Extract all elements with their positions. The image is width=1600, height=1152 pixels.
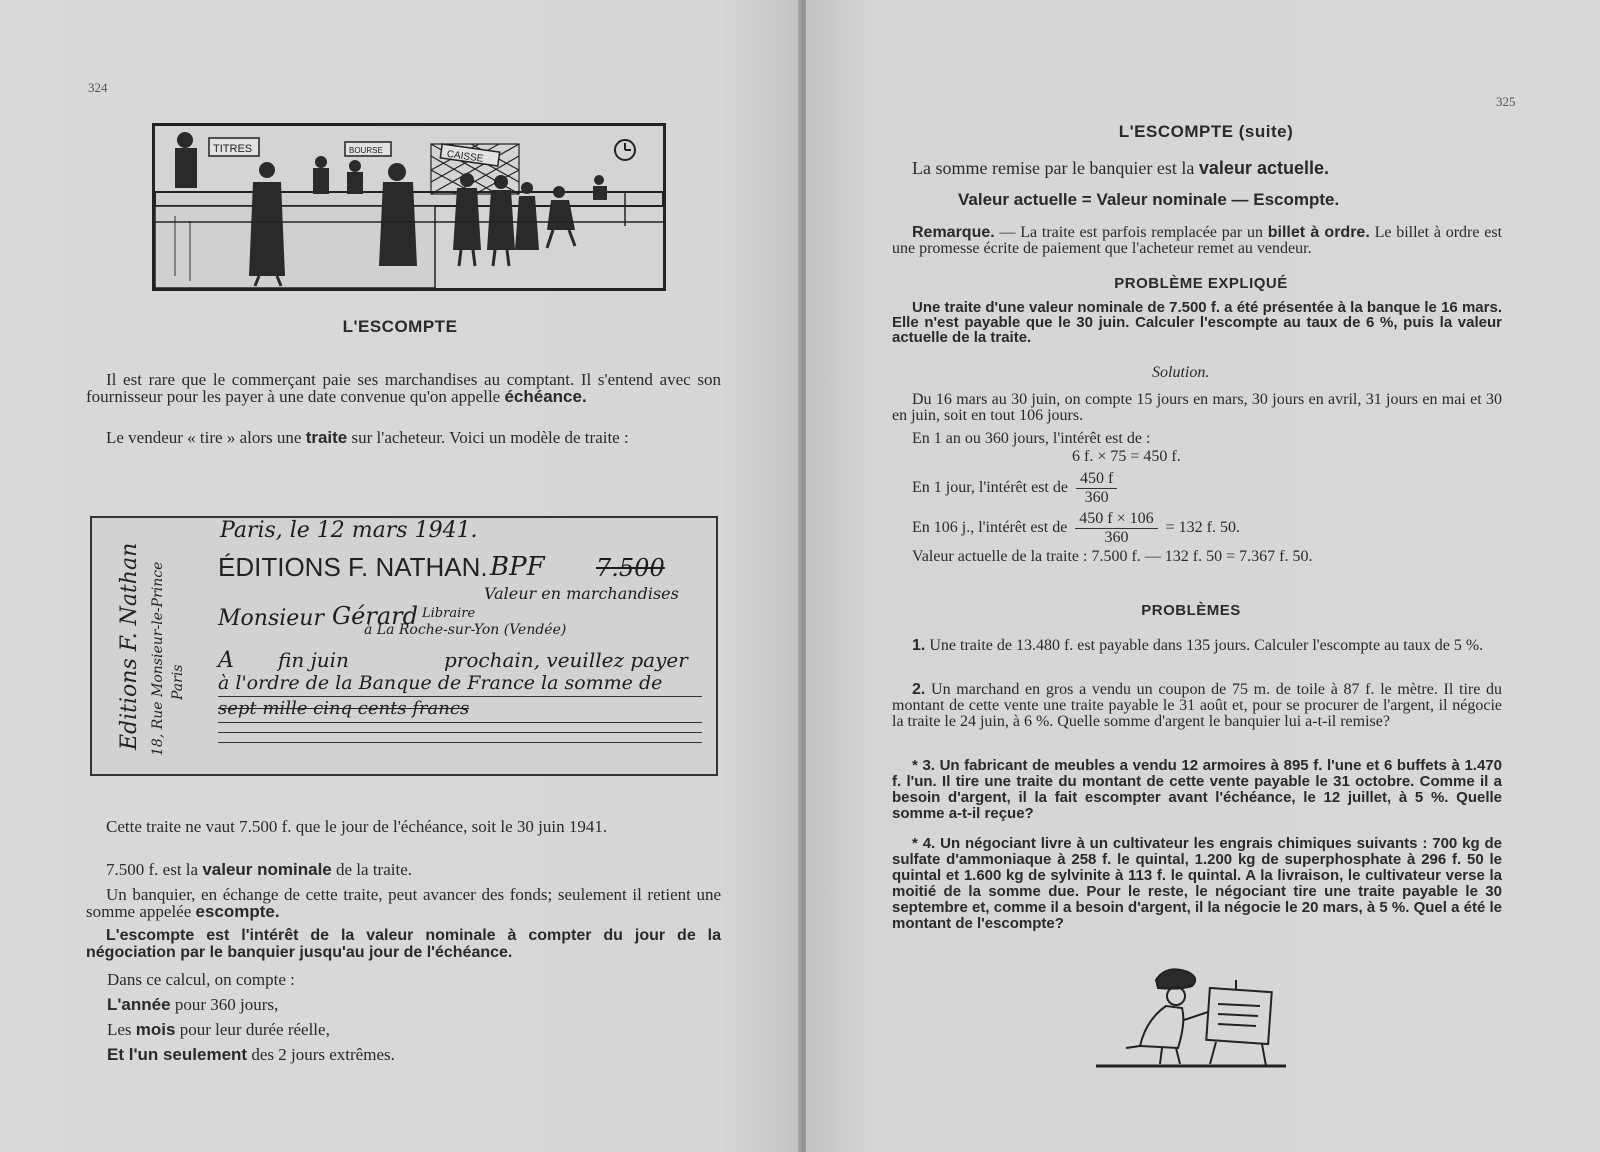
right-page	[806, 0, 1600, 1152]
bank-counter-illustration	[152, 123, 666, 291]
fraction-1: $\frac{450 f}{360}$	[1076, 470, 1117, 507]
sign-caisse: CAISSE	[446, 148, 484, 165]
solution-result: Valeur actuelle de la traite : 7.500 f. — 132 f. 50 = 7.367 f. 50.	[912, 548, 1313, 565]
definition: L'escompte est l'intérêt de la valeur nominale à compter du jour de la négociation par le banquier jusqu'au jour de l'échéance.	[86, 927, 721, 961]
explained-problem-text: Une traite d'une valeur nominale de 7.500 f. a été présentée à la banque le 16 mars. Elle n'est payable que le 30 juin. Calculer l'escompte au taux de 6 %, puis la valeur actuelle de la traite.	[892, 299, 1502, 346]
paragraph-2: Le vendeur « tire » alors une traite sur l'acheteur. Voici un modèle de traite :	[106, 428, 629, 447]
sign-bourse: BOURSE	[349, 146, 383, 155]
drawee-address: à La Roche-sur-Yon (Vendée)	[364, 622, 567, 638]
order-line: à l'ordre de la Banque de France la somme de	[218, 672, 663, 694]
formula: Valeur actuelle = Valeur nominale — Escompte.	[958, 190, 1340, 209]
problem-2: 2. Un marchand en gros a vendu un coupon de 75 m. de toile à 87 f. le mètre. Il tire du montant de cette vente une traite payable le 31 août et, pour se procurer de l'argent, il négocie la traite le 24 juin, à 6 %. Quelle somme d'argent le banquier lui a-t-il remise?	[892, 681, 1503, 730]
page-title: L'ESCOMPTE (suite)	[1118, 122, 1294, 141]
student-at-board-illustration	[1096, 960, 1286, 1084]
valeur-en-marchandises: Valeur en marchandises	[484, 584, 679, 603]
instruction: prochain, veuillez payer	[444, 648, 688, 672]
page-number: 324	[88, 80, 108, 95]
a-letter: A	[218, 648, 234, 673]
rule-days: Et l'un seulement des 2 jours extrêmes.	[107, 1045, 395, 1064]
vertical-publisher: Editions F. Nathan	[117, 542, 142, 750]
sign-titres: TITRES	[213, 143, 253, 155]
problem-4: * 4. Un négociant livre à un cultivateur les engrais chimiques suivants : 700 kg de sulfate d'ammoniaque à 258 f. le quintal, 1.200 kg de superphosphate à 296 f. 50 le quintal et 1.600 kg de sylvinite à 113 f. le quintal. A la livraison, le cultivateur verse la moitié de la somme due. Pour le reste, le négociant tire une traite payable le 30 septembre et, comme il a besoin d'argent, il la négocie le 20 mars, à 5 %. Quel a été le montant de l'escompte?	[892, 835, 1503, 932]
bpf-mark: BPF	[490, 552, 545, 582]
rule-months: Les mois pour leur durée réelle,	[107, 1020, 330, 1039]
traite-model	[90, 516, 718, 776]
vertical-city: Paris	[170, 664, 186, 700]
paragraph-3: Cette traite ne vaut 7.500 f. que le jour de l'échéance, soit le 30 juin 1941.	[106, 817, 608, 836]
page-title: L'ESCOMPTE	[342, 317, 458, 336]
solution-step-5: En 106 j., l'intérêt est de $\frac{450 f \times 106}{360}$ = 132 f. 50.	[912, 510, 1241, 546]
paragraph-1: Il est rare que le commerçant paie ses marchandises au comptant. Il s'entend avec son fournisseur pour les payer à une date convenue qu'on appelle échéance.	[86, 370, 721, 406]
explained-problem-title: PROBLÈME EXPLIQUÉ	[1114, 275, 1288, 292]
due-date: fin juin	[278, 648, 349, 672]
vertical-address: 18, Rue Monsieur-le-Prince	[150, 561, 166, 756]
monsieur: Monsieur	[218, 606, 324, 631]
fraction-2: $\frac{450 f \times 106}{360}$	[1075, 510, 1157, 547]
problem-3: * 3. Un fabricant de meubles a vendu 12 armoires à 895 f. l'une et 6 buffets à 1.470 f. l'un. Il tire une traite du montant de cette vente payable le 31 octobre. Comme il a besoin d'argent, il la fait escompter avant l'échéance, le 12 juillet, à 5 %. Quelle somme a-t-il reçue?	[892, 757, 1502, 822]
paragraph-7: Dans ce calcul, on compte :	[107, 970, 295, 989]
paragraph-4: 7.500 f. est la valeur nominale de la traite.	[106, 860, 413, 879]
problems-title: PROBLÈMES	[1141, 602, 1241, 619]
amount: 7.500	[596, 554, 665, 582]
page-number: 325	[1496, 94, 1516, 109]
drawee-name: Gérard	[332, 602, 418, 630]
rule-year: L'année pour 360 jours,	[107, 995, 279, 1014]
solution-step-4: En 1 jour, l'intérêt est de $\frac{450 f}{360}$	[912, 470, 1121, 507]
libraire: Libraire	[422, 606, 476, 621]
solution-step-1: Du 16 mars au 30 juin, on compte 15 jours en mars, 30 jours en avril, 31 jours en mai et 30 en juin, soit en tout 106 jours.	[892, 391, 1502, 424]
solution-step-2: En 1 an ou 360 jours, l'intérêt est de :	[912, 430, 1151, 447]
remarque: Remarque. — La traite est parfois remplacée par un billet à ordre. Le billet à ordre est une promesse écrite de paiement que l'acheteur remet au vendeur.	[892, 224, 1503, 257]
valeur-actuelle-line: La somme remise par le banquier est la valeur actuelle.	[912, 158, 1329, 178]
solution-label: Solution.	[1152, 364, 1210, 381]
paragraph-5: Un banquier, en échange de cette traite, peut avancer des fonds; seulement il retient une somme appelée escompte.	[86, 885, 721, 921]
problem-1: 1. Une traite de 13.480 f. est payable dans 135 jours. Calculer l'escompte au taux de 5 %.	[912, 637, 1484, 654]
sum-in-words: sept mille cinq cents francs	[218, 698, 470, 719]
publisher-stamp: ÉDITIONS F. NATHAN.	[218, 552, 488, 582]
solution-step-3: 6 f. × 75 = 450 f.	[1072, 448, 1181, 465]
place-date: Paris, le 12 mars 1941.	[220, 518, 478, 543]
